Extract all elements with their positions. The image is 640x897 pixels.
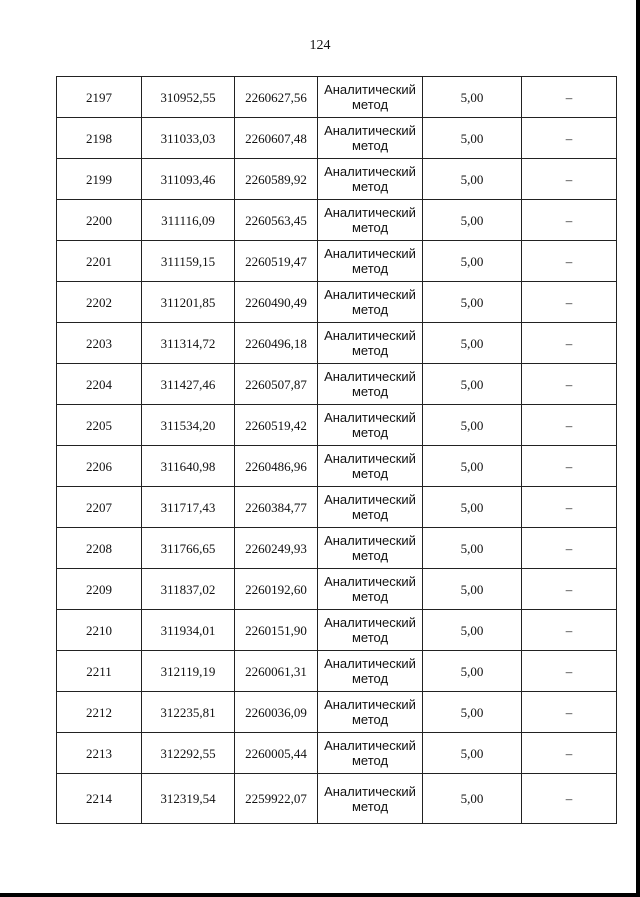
x-coordinate-cell: 311159,15 (142, 241, 235, 282)
method-cell: Аналитический метод (318, 446, 423, 487)
method-cell: Аналитический метод (318, 241, 423, 282)
table-row (57, 528, 617, 569)
note-cell: – (522, 487, 617, 528)
table-row (57, 774, 617, 824)
note-cell: – (522, 569, 617, 610)
x-coordinate-cell: 311201,85 (142, 282, 235, 323)
note-cell: – (522, 323, 617, 364)
table-row (57, 77, 617, 118)
accuracy-cell: 5,00 (423, 446, 522, 487)
accuracy-cell: 5,00 (423, 733, 522, 774)
table-row (57, 200, 617, 241)
table-row (57, 610, 617, 651)
x-coordinate-cell: 311766,65 (142, 528, 235, 569)
y-coordinate-cell: 2260005,44 (235, 733, 318, 774)
x-coordinate-cell: 312292,55 (142, 733, 235, 774)
point-number-cell: 2201 (57, 241, 142, 282)
accuracy-cell: 5,00 (423, 610, 522, 651)
x-coordinate-cell: 311934,01 (142, 610, 235, 651)
method-cell: Аналитический метод (318, 774, 423, 824)
accuracy-cell: 5,00 (423, 405, 522, 446)
y-coordinate-cell: 2260519,42 (235, 405, 318, 446)
note-cell: – (522, 118, 617, 159)
table-row (57, 651, 617, 692)
note-cell: – (522, 651, 617, 692)
x-coordinate-cell: 310952,55 (142, 77, 235, 118)
point-number-cell: 2210 (57, 610, 142, 651)
x-coordinate-cell: 311314,72 (142, 323, 235, 364)
note-cell: – (522, 610, 617, 651)
method-cell: Аналитический метод (318, 200, 423, 241)
note-cell: – (522, 405, 617, 446)
point-number-cell: 2203 (57, 323, 142, 364)
y-coordinate-cell: 2260589,92 (235, 159, 318, 200)
accuracy-cell: 5,00 (423, 118, 522, 159)
coordinates-table (56, 76, 617, 824)
method-cell: Аналитический метод (318, 692, 423, 733)
method-cell: Аналитический метод (318, 528, 423, 569)
accuracy-cell: 5,00 (423, 528, 522, 569)
note-cell: – (522, 200, 617, 241)
accuracy-cell: 5,00 (423, 651, 522, 692)
method-cell: Аналитический метод (318, 569, 423, 610)
table-row (57, 569, 617, 610)
table-row (57, 323, 617, 364)
point-number-cell: 2209 (57, 569, 142, 610)
method-cell: Аналитический метод (318, 364, 423, 405)
point-number-cell: 2207 (57, 487, 142, 528)
method-cell: Аналитический метод (318, 282, 423, 323)
accuracy-cell: 5,00 (423, 569, 522, 610)
note-cell: – (522, 77, 617, 118)
method-cell: Аналитический метод (318, 487, 423, 528)
y-coordinate-cell: 2260607,48 (235, 118, 318, 159)
point-number-cell: 2204 (57, 364, 142, 405)
y-coordinate-cell: 2260627,56 (235, 77, 318, 118)
table-row (57, 364, 617, 405)
note-cell: – (522, 446, 617, 487)
accuracy-cell: 5,00 (423, 774, 522, 824)
method-cell: Аналитический метод (318, 77, 423, 118)
method-cell: Аналитический метод (318, 610, 423, 651)
y-coordinate-cell: 2260496,18 (235, 323, 318, 364)
method-cell: Аналитический метод (318, 733, 423, 774)
method-cell: Аналитический метод (318, 405, 423, 446)
note-cell: – (522, 733, 617, 774)
note-cell: – (522, 528, 617, 569)
x-coordinate-cell: 312319,54 (142, 774, 235, 824)
y-coordinate-cell: 2260563,45 (235, 200, 318, 241)
accuracy-cell: 5,00 (423, 282, 522, 323)
note-cell: – (522, 692, 617, 733)
accuracy-cell: 5,00 (423, 323, 522, 364)
x-coordinate-cell: 311640,98 (142, 446, 235, 487)
x-coordinate-cell: 311033,03 (142, 118, 235, 159)
x-coordinate-cell: 311427,46 (142, 364, 235, 405)
accuracy-cell: 5,00 (423, 200, 522, 241)
x-coordinate-cell: 311116,09 (142, 200, 235, 241)
y-coordinate-cell: 2260192,60 (235, 569, 318, 610)
point-number-cell: 2202 (57, 282, 142, 323)
note-cell: – (522, 159, 617, 200)
x-coordinate-cell: 311093,46 (142, 159, 235, 200)
table-row (57, 241, 617, 282)
x-coordinate-cell: 311837,02 (142, 569, 235, 610)
y-coordinate-cell: 2260490,49 (235, 282, 318, 323)
accuracy-cell: 5,00 (423, 692, 522, 733)
point-number-cell: 2212 (57, 692, 142, 733)
x-coordinate-cell: 312235,81 (142, 692, 235, 733)
note-cell: – (522, 364, 617, 405)
note-cell: – (522, 774, 617, 824)
method-cell: Аналитический метод (318, 159, 423, 200)
page-number: 124 (309, 38, 331, 53)
y-coordinate-cell: 2260151,90 (235, 610, 318, 651)
accuracy-cell: 5,00 (423, 241, 522, 282)
note-cell: – (522, 282, 617, 323)
point-number-cell: 2213 (57, 733, 142, 774)
x-coordinate-cell: 312119,19 (142, 651, 235, 692)
y-coordinate-cell: 2260061,31 (235, 651, 318, 692)
table-row (57, 446, 617, 487)
method-cell: Аналитический метод (318, 651, 423, 692)
point-number-cell: 2197 (57, 77, 142, 118)
y-coordinate-cell: 2260384,77 (235, 487, 318, 528)
point-number-cell: 2200 (57, 200, 142, 241)
table-row (57, 282, 617, 323)
x-coordinate-cell: 311534,20 (142, 405, 235, 446)
accuracy-cell: 5,00 (423, 364, 522, 405)
accuracy-cell: 5,00 (423, 159, 522, 200)
point-number-cell: 2198 (57, 118, 142, 159)
table-row (57, 405, 617, 446)
method-cell: Аналитический метод (318, 118, 423, 159)
table-row (57, 692, 617, 733)
note-cell: – (522, 241, 617, 282)
y-coordinate-cell: 2260036,09 (235, 692, 318, 733)
accuracy-cell: 5,00 (423, 487, 522, 528)
point-number-cell: 2199 (57, 159, 142, 200)
point-number-cell: 2205 (57, 405, 142, 446)
point-number-cell: 2211 (57, 651, 142, 692)
method-cell: Аналитический метод (318, 323, 423, 364)
accuracy-cell: 5,00 (423, 77, 522, 118)
x-coordinate-cell: 311717,43 (142, 487, 235, 528)
y-coordinate-cell: 2259922,07 (235, 774, 318, 824)
table-row (57, 159, 617, 200)
table-row (57, 487, 617, 528)
y-coordinate-cell: 2260486,96 (235, 446, 318, 487)
coordinates-table-body (57, 77, 617, 824)
point-number-cell: 2208 (57, 528, 142, 569)
table-row (57, 733, 617, 774)
table-row (57, 118, 617, 159)
point-number-cell: 2206 (57, 446, 142, 487)
y-coordinate-cell: 2260249,93 (235, 528, 318, 569)
point-number-cell: 2214 (57, 774, 142, 824)
y-coordinate-cell: 2260519,47 (235, 241, 318, 282)
y-coordinate-cell: 2260507,87 (235, 364, 318, 405)
